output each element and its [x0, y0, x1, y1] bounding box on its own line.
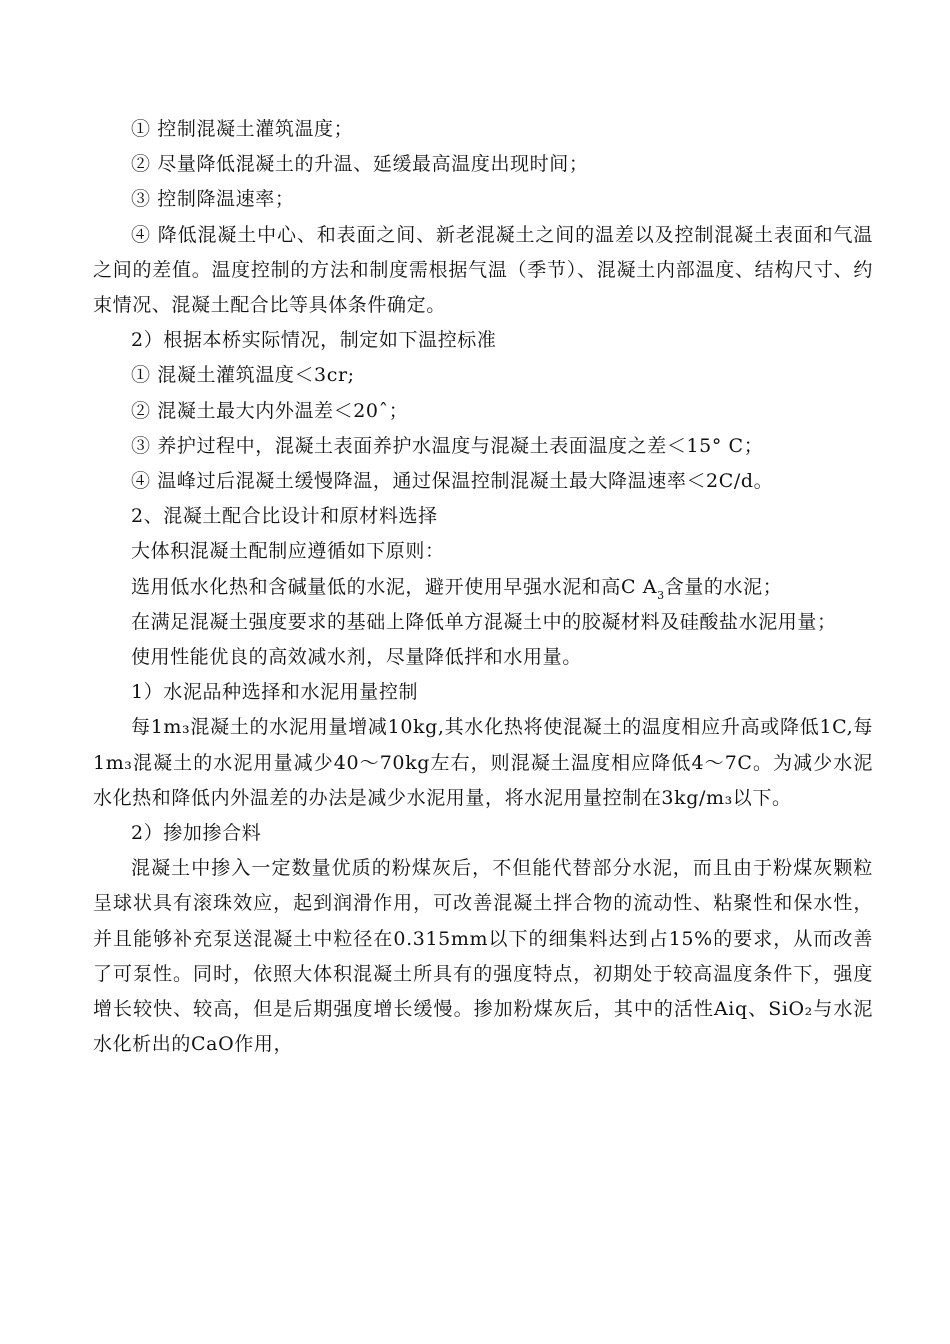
paragraph-12-text: 选用低水化热和含碱量低的水泥，避开使用早强水泥和高C A [131, 575, 658, 598]
paragraph-11: 大体积混凝土配制应遵循如下原则： [131, 540, 445, 563]
paragraph-5: 2）根据本桥实际情况，制定如下温控标准 [131, 329, 497, 352]
paragraph-9: ④ 温峰过后混凝土缓慢降温，通过保温控制混凝土最大降温速率＜2C/d。 [131, 470, 774, 493]
paragraph-3: ③ 控制降温速率； [131, 188, 295, 211]
subsection-heading-2: 2）掺加掺合料 [131, 822, 262, 845]
paragraph-1: ① 控制混凝土灌筑温度； [131, 118, 354, 140]
paragraph-8: ③ 养护过程中，混凝土表面养护水温度与混凝土表面温度之差＜15° C； [131, 434, 764, 457]
paragraph-18: 混凝土中掺入一定数量优质的粉煤灰后，不但能代替部分水泥，而且由于粉煤灰颗粒呈球状具有滚珠效应，起到润滑作用，可改善混凝土拌合物的流动性、粘聚性和保水性，并且能够补充泵送混凝土中粒径在0.315mm以下的细集料达到占15%的要求，从而改善了可泵性。同时，依照大体积混凝土所具有的强度特点，初期处于较高温度条件下，强度增长较快、较高，但是后期强度增长缓慢。掺加粉煤灰后，其中的活性Aiq、SiO₂与水泥水化析出的CaO作用， [93, 857, 873, 1056]
document-body [93, 112, 873, 1062]
subscript: 3 [657, 588, 665, 602]
paragraph-4: ④ 降低混凝土中心、和表面之间、新老混凝土之间的温差以及控制混凝土表面和气温之间的差值。温度控制的方法和制度需根据气温（季节）、混凝土内部温度、结构尺寸、约束情况、混凝土配合比等具体条件确定。 [93, 223, 873, 317]
section-heading: 2、混凝土配合比设计和原材料选择 [131, 505, 438, 528]
paragraph-13: 在满足混凝土强度要求的基础上降低单方混凝土中的胶凝材料及硅酸盐水泥用量； [131, 610, 837, 633]
subsection-heading-1: 1）水泥品种选择和水泥用量控制 [131, 681, 419, 704]
paragraph-12-tail: 含量的水泥； [664, 575, 783, 598]
paragraph-14: 使用性能优良的高效减水剂，尽量降低拌和水用量。 [131, 646, 582, 669]
paragraph-12 [93, 570, 873, 605]
paragraph-2: ② 尽量降低混凝土的升温、延缓最高温度出现时间； [131, 153, 589, 176]
paragraph-6: ① 混凝土灌筑温度＜3cr; [131, 364, 355, 387]
paragraph-7: ② 混凝土最大内外温差＜20ˆ； [131, 399, 409, 422]
paragraph-16: 每1m₃混凝土的水泥用量增减10kg,其水化热将使混凝土的温度相应升高或降低1C,每1m₃混凝土的水泥用量减少40〜70kg左右，则混凝土温度相应降低4〜7C。为减少水泥水化热和降低内外温差的办法是减少水泥用量，将水泥用量控制在3kg/m₃以下。 [93, 716, 873, 809]
